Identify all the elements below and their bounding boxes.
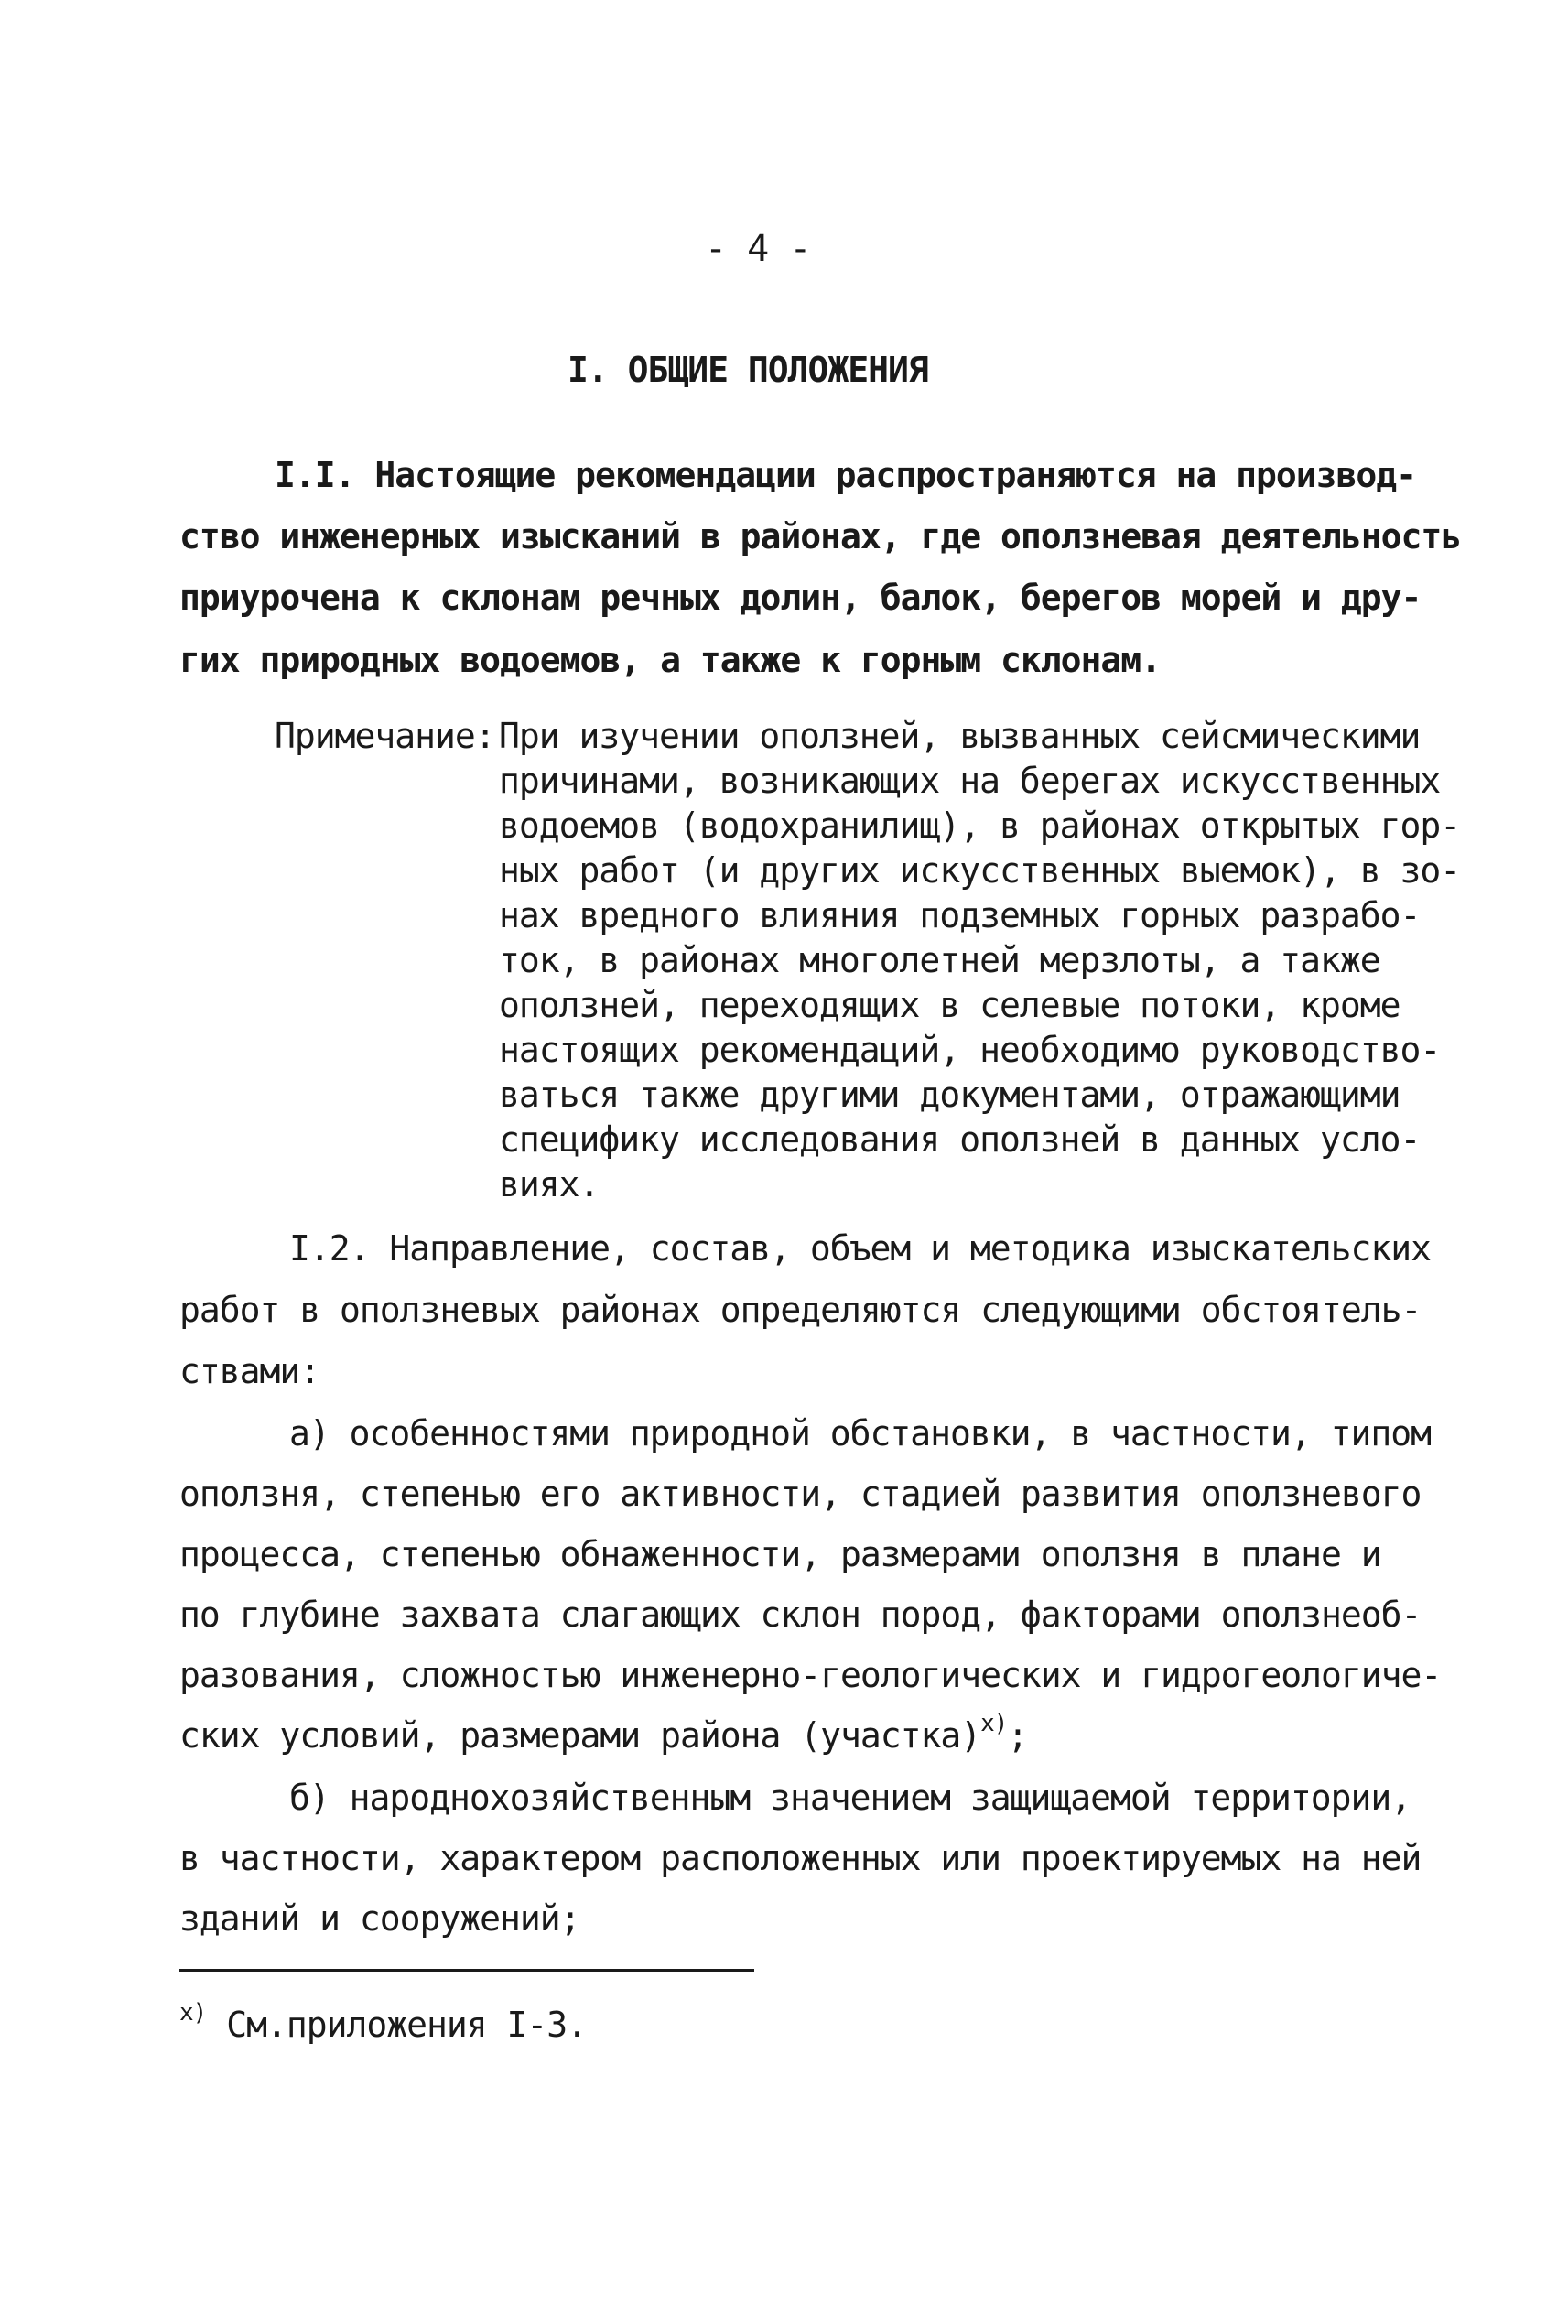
paragraph-line: ство инженерных изысканий в районах, где оползневая деятельность [179,516,1462,557]
paragraph-line: работ в оползневых районах определяются следующими обстоятель- [179,1290,1422,1330]
note-line: настоящих рекомендаций, необходимо руководство- [499,1030,1441,1070]
footnote-divider [179,1969,754,1972]
footnote-reference: х) [980,1710,1008,1737]
item-a-last-text: ских условий, размерами района (участка) [179,1715,981,1756]
section-title: I. ОБЩИЕ ПОЛОЖЕНИЯ [568,350,928,390]
note-line: специфику исследования оползней в данных усло- [499,1119,1421,1160]
paragraph-line: I.I. Настоящие рекомендации распространяются на производ- [275,455,1417,495]
note-line: виях. [499,1164,600,1205]
note-line: ток, в районах многолетней мерзлоты, а также [499,940,1380,980]
footnote [179,1999,587,2051]
note-line: причинами, возникающих на берегах искусственных [499,761,1441,801]
paragraph-line: ствами: [179,1351,320,1391]
item-line: б) народнохозяйственным значением защищаемой территории, [289,1778,1411,1818]
paragraph-line: I.2. Направление, состав, объем и методика изыскательских [289,1228,1432,1269]
note-line: оползней, переходящих в селевые потоки, кроме [499,985,1400,1025]
note-line: ных работ (и других искусственных выемок), в зо- [499,850,1461,891]
footnote-text: См.приложения I-3. [206,2005,587,2045]
note-line: ваться также другими документами, отражающими [499,1075,1400,1115]
page-number: - 4 - [705,228,811,270]
item-line: зданий и сооружений; [179,1898,580,1939]
note-line: водоемов (водохранилищ), в районах открытых гор- [499,805,1461,846]
item-line: по глубине захвата слагающих склон пород, факторами оползнеоб- [179,1594,1422,1635]
item-line: разования, сложностью инженерно-геологических и гидрогеологиче- [179,1655,1442,1695]
item-line: оползня, степенью его активности, стадией развития оползневого [179,1474,1422,1514]
paragraph-line: приурочена к склонам речных долин, балок, берегов морей и дру- [179,578,1422,618]
paragraph-line: гих природных водоемов, а также к горным склонам. [179,640,1162,680]
item-line: в частности, характером расположенных или проектируемых на ней [179,1838,1422,1878]
item-line: процесса, степенью обнаженности, размерами оползня в плане и [179,1534,1381,1574]
footnote-mark: х) [179,1999,207,2027]
item-a-end-punct: ; [1007,1715,1028,1756]
note-label: Примечание: [275,716,495,756]
item-line: а) особенностями природной обстановки, в частности, типом [289,1413,1432,1454]
note-line: нах вредного влияния подземных горных разрабо- [499,895,1421,935]
note-line: При изучении оползней, вызванных сейсмическими [499,716,1421,756]
item-line [179,1710,1028,1762]
